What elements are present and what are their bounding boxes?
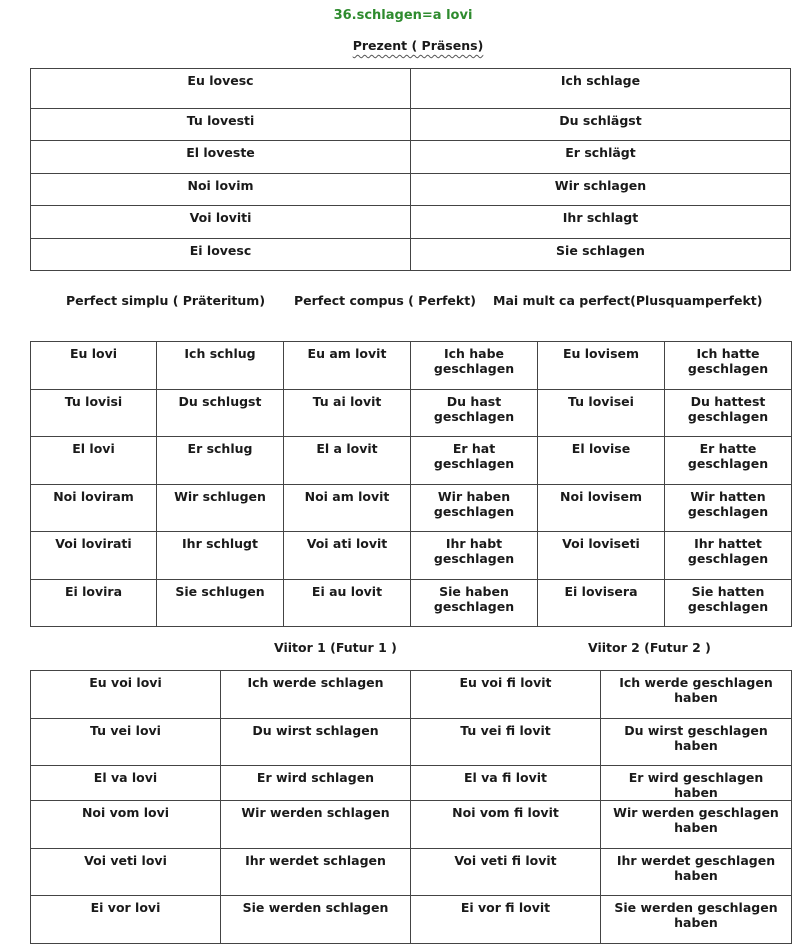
past-cell: Er hatte geschlagen (665, 437, 792, 485)
future-cell: Ei vor fi lovit (411, 896, 601, 944)
past-cell: Er hat geschlagen (411, 437, 538, 485)
past-cell: El lovi (31, 437, 157, 485)
future-cell: Wir werden geschlagen haben (601, 801, 792, 849)
past-cell: Tu ai lovit (284, 390, 411, 437)
past-cell: Ich habe geschlagen (411, 342, 538, 390)
future-cell: Sie werden schlagen (221, 896, 411, 944)
past-cell: Ihr habt geschlagen (411, 532, 538, 580)
present-heading-text: Prezent ( Präsens) (352, 38, 484, 53)
future-cell: Ei vor lovi (31, 896, 221, 944)
past-cell: Tu loviseі (538, 390, 665, 437)
present-cell: Du schlägst (411, 109, 791, 141)
future-row (31, 849, 792, 896)
future-cell: Eu voi fi lovit (411, 671, 601, 719)
present-heading (0, 38, 806, 53)
future-row (31, 766, 792, 801)
past-cell: Du schlugst (157, 390, 284, 437)
past-cell: El a lovit (284, 437, 411, 485)
past-cell: Er schlug (157, 437, 284, 485)
present-cell: El loveste (31, 141, 411, 174)
past-row (31, 485, 792, 532)
past-cell: Ich hatte geschlagen (665, 342, 792, 390)
present-cell: Voi loviti (31, 206, 411, 239)
past-heading-perfect: Perfect compus ( Perfekt) (294, 293, 476, 308)
past-cell: Tu lovisi (31, 390, 157, 437)
past-row (31, 532, 792, 580)
past-heading-preterite: Perfect simplu ( Präteritum) (66, 293, 266, 308)
future-cell: Ihr werdet geschlagen haben (601, 849, 792, 896)
future-cell: Sie werden geschlagen haben (601, 896, 792, 944)
present-cell: Wir schlagen (411, 174, 791, 206)
present-row (31, 141, 791, 174)
past-cell: Noi loviram (31, 485, 157, 532)
present-table (30, 68, 791, 271)
future-cell: Wir werden schlagen (221, 801, 411, 849)
past-cell: Voi lovirati (31, 532, 157, 580)
present-cell: Ei lovesc (31, 239, 411, 271)
future-cell: Tu vei fi lovit (411, 719, 601, 766)
present-cell: Tu lovesti (31, 109, 411, 141)
past-cell: Wir schlugen (157, 485, 284, 532)
past-row (31, 437, 792, 485)
present-row (31, 109, 791, 141)
past-cell: Ich schlug (157, 342, 284, 390)
past-cell: Wir hatten geschlagen (665, 485, 792, 532)
future-heading-2: Viitor 2 (Futur 2 ) (588, 640, 711, 655)
future-cell: Voi veti lovi (31, 849, 221, 896)
present-row (31, 174, 791, 206)
past-cell: Ihr hattet geschlagen (665, 532, 792, 580)
future-cell: Ich werde geschlagen haben (601, 671, 792, 719)
past-table (30, 341, 792, 627)
past-cell: Ihr schlugt (157, 532, 284, 580)
past-cell: Voi loviseti (538, 532, 665, 580)
past-cell: Noi lovisem (538, 485, 665, 532)
future-cell: Du wirst geschlagen haben (601, 719, 792, 766)
past-heading-pluperfect: Mai mult ca perfect(Plusquamperfekt) (493, 293, 763, 308)
future-cell: Er wird schlagen (221, 766, 411, 801)
future-table (30, 670, 792, 944)
past-cell: Noi am lovit (284, 485, 411, 532)
past-cell: Ei lovisera (538, 580, 665, 627)
past-cell: Sie haben geschlagen (411, 580, 538, 627)
future-cell: Du wirst schlagen (221, 719, 411, 766)
future-cell: Voi veti fi lovit (411, 849, 601, 896)
past-cell: Du hattest geschlagen (665, 390, 792, 437)
past-cell: Ei lovira (31, 580, 157, 627)
future-cell: Noi vom lovi (31, 801, 221, 849)
past-cell: Ei au lovit (284, 580, 411, 627)
present-row (31, 239, 791, 271)
past-row (31, 390, 792, 437)
future-cell: Noi vom fi lovit (411, 801, 601, 849)
future-row (31, 671, 792, 719)
future-cell: El va fi lovit (411, 766, 601, 801)
future-row (31, 801, 792, 849)
page-title: 36.schlagen=a lovi (333, 8, 473, 23)
future-cell: Ich werde schlagen (221, 671, 411, 719)
future-cell: El va lovi (31, 766, 221, 801)
past-cell: Sie hatten geschlagen (665, 580, 792, 627)
past-row (31, 342, 792, 390)
future-cell: Eu voi lovi (31, 671, 221, 719)
past-cell: Du hast geschlagen (411, 390, 538, 437)
past-cell: Eu am lovit (284, 342, 411, 390)
present-cell: Ihr schlagt (411, 206, 791, 239)
future-cell: Er wird geschlagen haben (601, 766, 792, 801)
present-row (31, 69, 791, 109)
present-cell: Eu lovesc (31, 69, 411, 109)
past-cell: Eu lovi (31, 342, 157, 390)
past-row (31, 580, 792, 627)
past-cell: El lovise (538, 437, 665, 485)
present-cell: Sie schlagen (411, 239, 791, 271)
present-cell: Ich schlage (411, 69, 791, 109)
future-cell: Ihr werdet schlagen (221, 849, 411, 896)
present-cell: Er schlägt (411, 141, 791, 174)
future-heading-1: Viitor 1 (Futur 1 ) (274, 640, 397, 655)
future-row (31, 896, 792, 944)
present-cell: Noi lovim (31, 174, 411, 206)
past-cell: Eu lovisem (538, 342, 665, 390)
past-cell: Wir haben geschlagen (411, 485, 538, 532)
past-cell: Voi ati lovit (284, 532, 411, 580)
future-cell: Tu vei lovi (31, 719, 221, 766)
past-cell: Sie schlugen (157, 580, 284, 627)
future-row (31, 719, 792, 766)
present-row (31, 206, 791, 239)
